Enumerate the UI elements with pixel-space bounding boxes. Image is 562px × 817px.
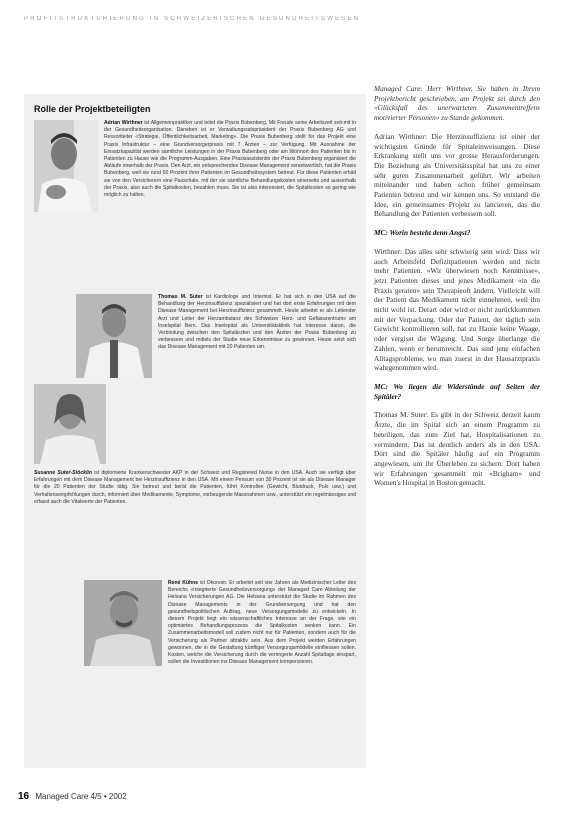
bio-rene-text: ist Ökonom. Er arbeitet seit vier Jahren als Medizinischer Leiter des Bereichs «Integrierte Gesundheitsversorgung» der Managed Care Abteilung der Helsana Versicherungen AG. Die Helsana unterstützt die Studie im Rahmen des Disease Managements in der Grundversorgung und hat den gesundheitspolitischen Auftrag, neue Versorgungsmodelle zu entwickeln. In diesem Projekt liegt ein wissenschaftliches Interesse an der Frage, wie ein optimiertes Behandlungsprozess die Spitalkosten senken kann. Ein Zusammenarbeitsmodell soll zudem nicht nur für Patienten, sondern auch für die Versicherung als Partner attraktiv sein. Aus dem Projekt werden Erfahrungen gewonnen, die in die Gestaltung künftiger Versorgungsmodelle einfliessen sollen. Kosten, welche die Versicherung durch die verringerte Anzahl Spitaltage einspart, sollen die Investitionen ins Disease Management kompensieren. — [168, 580, 356, 666]
interview-answer-1: Adrian Wirthner: Die Herzinsuffizienz ist einer der wichtigsten Gründe für Spitaleinweisungen. Diese Erkrankung stellt uns vor grosse Herausforderungen. Die Beziehung als Universitätsspital hat uns zu einer sehr guten Zusammenarbeit geführt. Wir arbeiten miteinander und haben schon früher gemeinsam Patienten betreut und wir kennen uns. So entstand die Idee, ein gemeinsames Projekt zu lancieren, das die Behandlung der Patienten verbessern soll. — [374, 131, 540, 219]
participants-box — [24, 94, 366, 768]
box-title: Rolle der Projektbeteiligten — [34, 104, 151, 114]
interview-column — [374, 84, 540, 497]
page-footer — [18, 791, 127, 802]
bio-adrian-continued — [34, 212, 356, 272]
photo-rene-kuehne — [84, 580, 162, 666]
bio-rene-kuehne — [168, 580, 356, 760]
interview-answer-3: Thomas M. Suter: Es gibt in der Schweiz derzeit kaum Ärzte, die im Spital sich an einem Programm zu beteiligen, das zum Ziel hat, Hospitalisationen zu vermindern. Das ist deutlich anders als in den USA. Dort sind die Spitäler häufig auf ein Programm angewiesen, um ihr Überleben zu sichern. Dort haben wir Erfahrungen gesammelt mit «Brigham» und Women's Hospital in Boston gemacht. — [374, 410, 540, 488]
name-thomas-suter: Thomas M. Suter — [158, 294, 203, 300]
interview-answer-2: Wirthner: Das alles sehr schwierig sein wird. Dass wir auch Arbeitsfeld Defizitpatienten werden und nicht mehr Patienten. «Wir überwiesen noch Kenntnisse», jetzt Patienten dieses und jenes Medikament «in die Praxis geraten» sein Therapieoft ändern. Vielleicht will der Patient das Medikament nicht einnehmen, weil ihn nicht wohl ist. Derart oder wird er nicht zurückkommen mit der Verpackung. Oder der Patient, der täglich sein Gewicht kontrollieren soll, hat zu Hause keine Waage, oder vergisst die Wägung. Und Sorge überlange die Zahlen, wenn er herumreicht. Das sind jene einfachen Alltagsprobleme, wo man zuerst in der Hausarztpraxis wahrgenommen wird. — [374, 246, 540, 373]
bio-thomas-suter — [158, 294, 356, 378]
page-number: 16 — [18, 791, 30, 802]
page-header: PROFITSTRUKTURIERUNG IN SCHWEIZERISCHEN GESUNDHEITSWESEN — [24, 16, 361, 22]
name-adrian-wirthner: Adrian Wirthner — [104, 120, 143, 126]
photo-susanne-suter — [34, 384, 106, 464]
photo-adrian-wirthner — [34, 120, 98, 212]
interview-intro: Managed Care: Herr Wirthner, Sie haben in Ihrem Projektbericht geschrieben, am Projekt sei durch den «Glücksfall des unerwarteten Zusammentreffens motivierter Personen» zu Stande gekommen. — [374, 84, 540, 123]
bio-thomas-text: ist Kardiologe und Internist. Er hat sich in den USA auf die Behandlung der Herzinsuffizienz spezialisiert und hat dort erste Erfahrungen mit dem Disease Management bei Herzinsuffizienz gesammelt. Heute arbeitet er als Leitender Arzt und Leiter der Herzambulanz des Schweizer Herz- und Gefässzentrums am Inselspital Bern. Das Inselspital als Universitätsklinik hat Interesse daran, die Verbindung zwischen den Spitalärzten und den Ärzten der Praxis Bubenberg zu verbessern und mittels der Studie neue Erkenntnisse zu gewinnen. Heute setzt sich das Disease Management mit 20 Patienten um. — [158, 294, 356, 351]
interview-question-3: MC: Wo liegen die Widerstände auf Seiten der Spitäler? — [374, 381, 540, 401]
name-rene-kuehne: René Kühne — [168, 580, 199, 586]
bio-susanne-suter — [34, 470, 356, 570]
bio-adrian-text: ist Allgemeinpraktiker und leitet die Praxis Bubenberg. Mit Freude seine Arbeitszeit zeit-mit in der Gesundheitsorganisation. Daneben ist er Verwaltungsratspräsident der Praxis Bubenberg AG und Ressortleiter «Strategie, Öffentlichkeitsarbeit, Marketing». Die Praxis Bubenberg stellt für das Projekt eine Praxis Infrastruktur – eine Grundversorgerpraxis mit 7 Ärzten – zur Verfügung. Mit Ausnahme der Einsatzkapazität werden sämtliche Leistungen in der Praxis Bubenberg oder am Wohnort des Patienten bis in Patienten zu Hause wie die Programm-Ausgaben. Eine Praxisassistentin der Praxis Bubenberg organisiert die Abläufe innerhalb der Praxis. Den Arzt, ein entsprechendes Disease Management verantwortlich, hat die Praxis Bubenberg, weil sie rund 50 Prozent ihrer Patienten im Gesundheitssystem betreut. Für diese Patienten erhält sie von den Versicherern eine Pauschale, mit der sie sämtliche Behandlungskosten einerseits und ausserhalb der Praxis, also auch die Spitalkosten, bezahlen muss. Sie ist also interessiert, die Spitalkosten so gering wie möglich zu halten. — [104, 120, 356, 199]
photo-thomas-suter — [76, 294, 152, 378]
interview-question-2: MC: Worin besteht denn Angst? — [374, 228, 471, 238]
bio-adrian-wirthner — [104, 120, 356, 212]
journal-name: Managed Care 4/5 • 2002 — [35, 792, 127, 801]
bio-susanne-text: ist diplomierte Krankenschwester AKP in der Schweiz und Registered Nurse in den USA. Auch sie verfügt über Erfahrungen mit dem Disease Management bei Herzinsuffizienz in den USA. Mit einem Pensum von 30 Prozent ist sie als Disease Manager für die 20 Patienten der Studie tätig. Sie betreut und berät die Patienten, führt Kontrollen (Gewicht, Blutdruck, Puls usw.) und Verhaltensempfehlungen durch, informiert über Medikamente, Symptome, vorbeugende Massnahmen usw., unterstützt ein regelmässiges und erfasst auch die Vitalwerte der Patienten. — [34, 470, 356, 505]
name-susanne-suter: Susanne Suter-Stöcklin — [34, 470, 92, 476]
